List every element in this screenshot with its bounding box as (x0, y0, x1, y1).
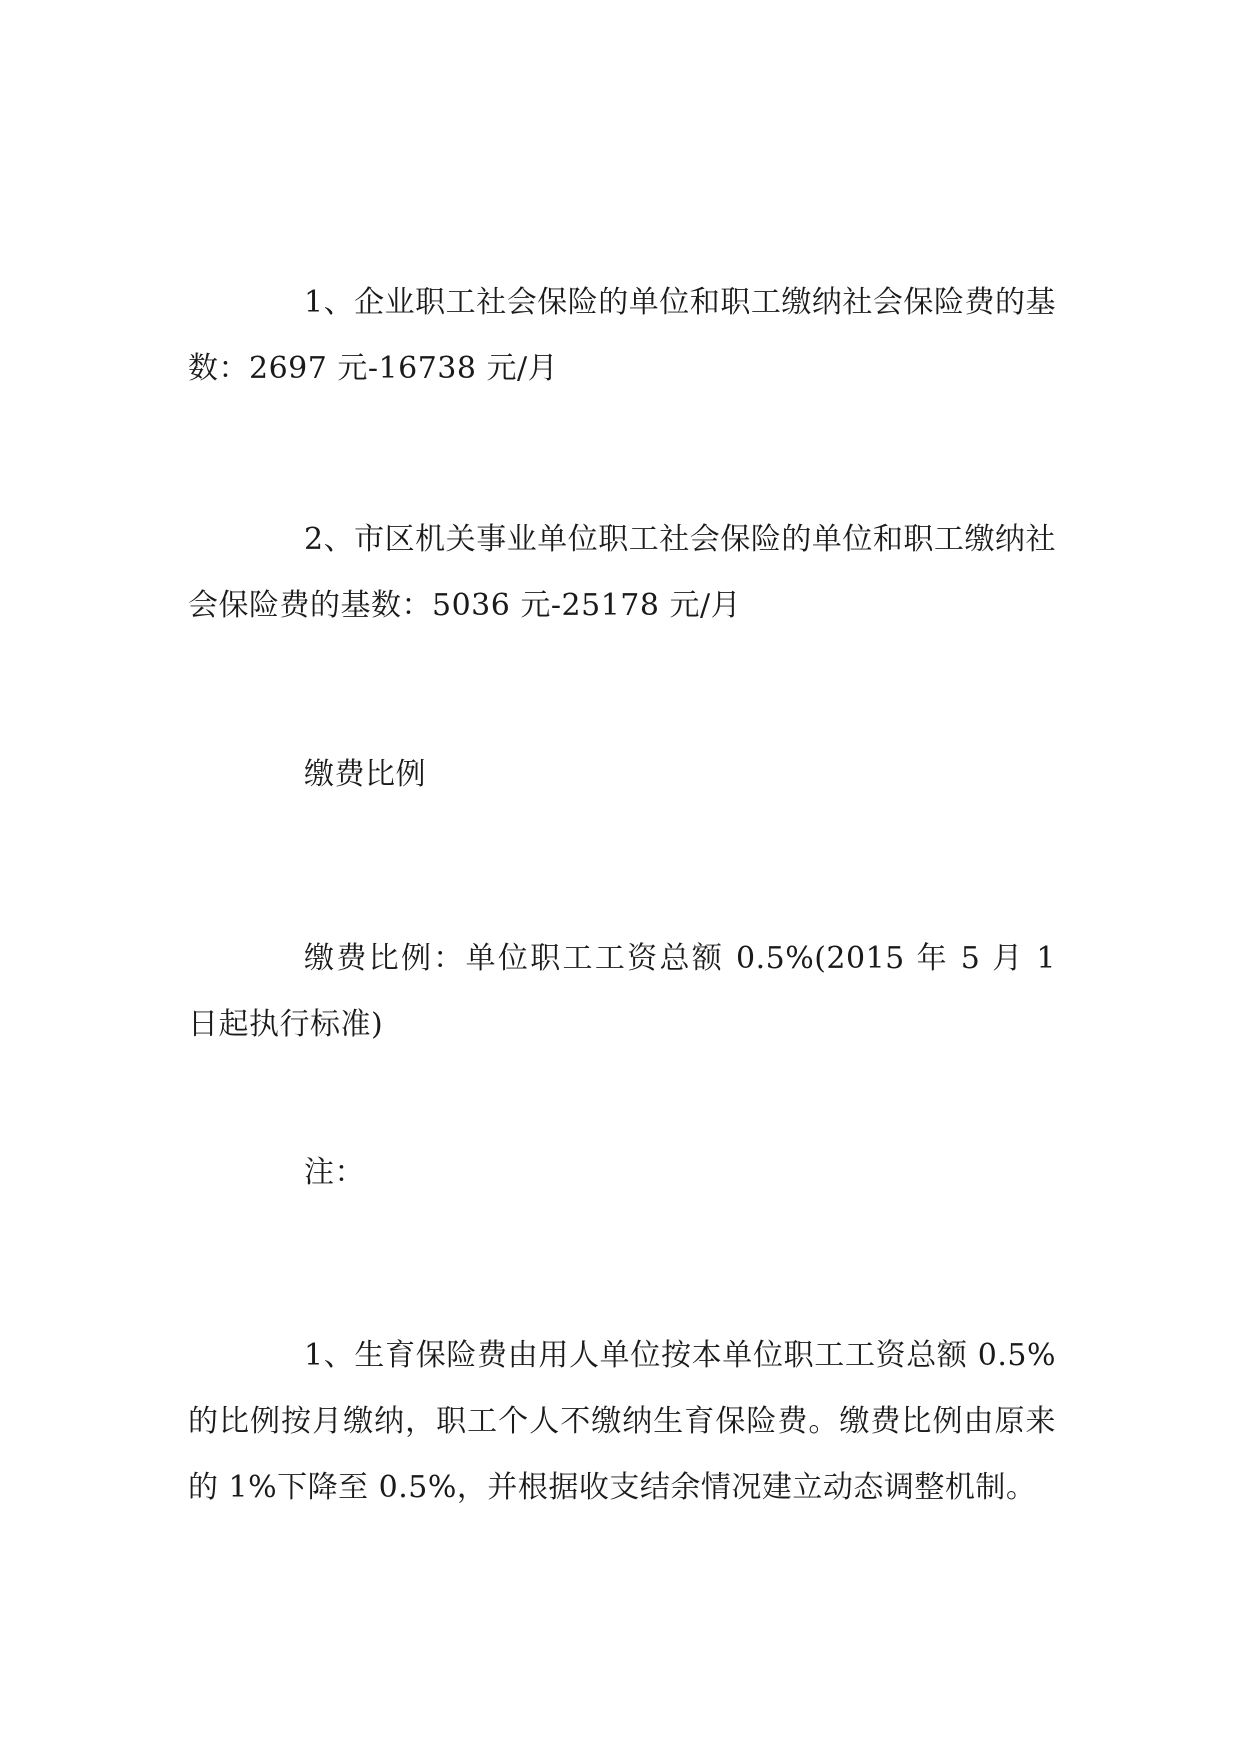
section-heading-contribution-rate: 缴费比例 (304, 757, 426, 792)
paragraph-public-institution-contribution-base: 2、市区机关事业单位职工社会保险的单位和职工缴纳社会保险费的基数：5036 元-25178 元/月 (188, 522, 1056, 623)
paragraph-enterprise-contribution-base: 1、企业职工社会保险的单位和职工缴纳社会保险费的基数：2697 元-16738 元/月 (188, 285, 1056, 386)
paragraph-contribution-rate: 缴费比例：单位职工工资总额 0.5%(2015 年 5 月 1 日起执行标准) (188, 941, 1056, 1042)
note-heading: 注： (304, 1155, 365, 1190)
note-item-maternity-insurance: 1、生育保险费由用人单位按本单位职工工资总额 0.5%的比例按月缴纳，职工个人不缴纳生育保险费。缴费比例由原来的 1%下降至 0.5%，并根据收支结余情况建立动态调整机制。 (188, 1338, 1056, 1505)
